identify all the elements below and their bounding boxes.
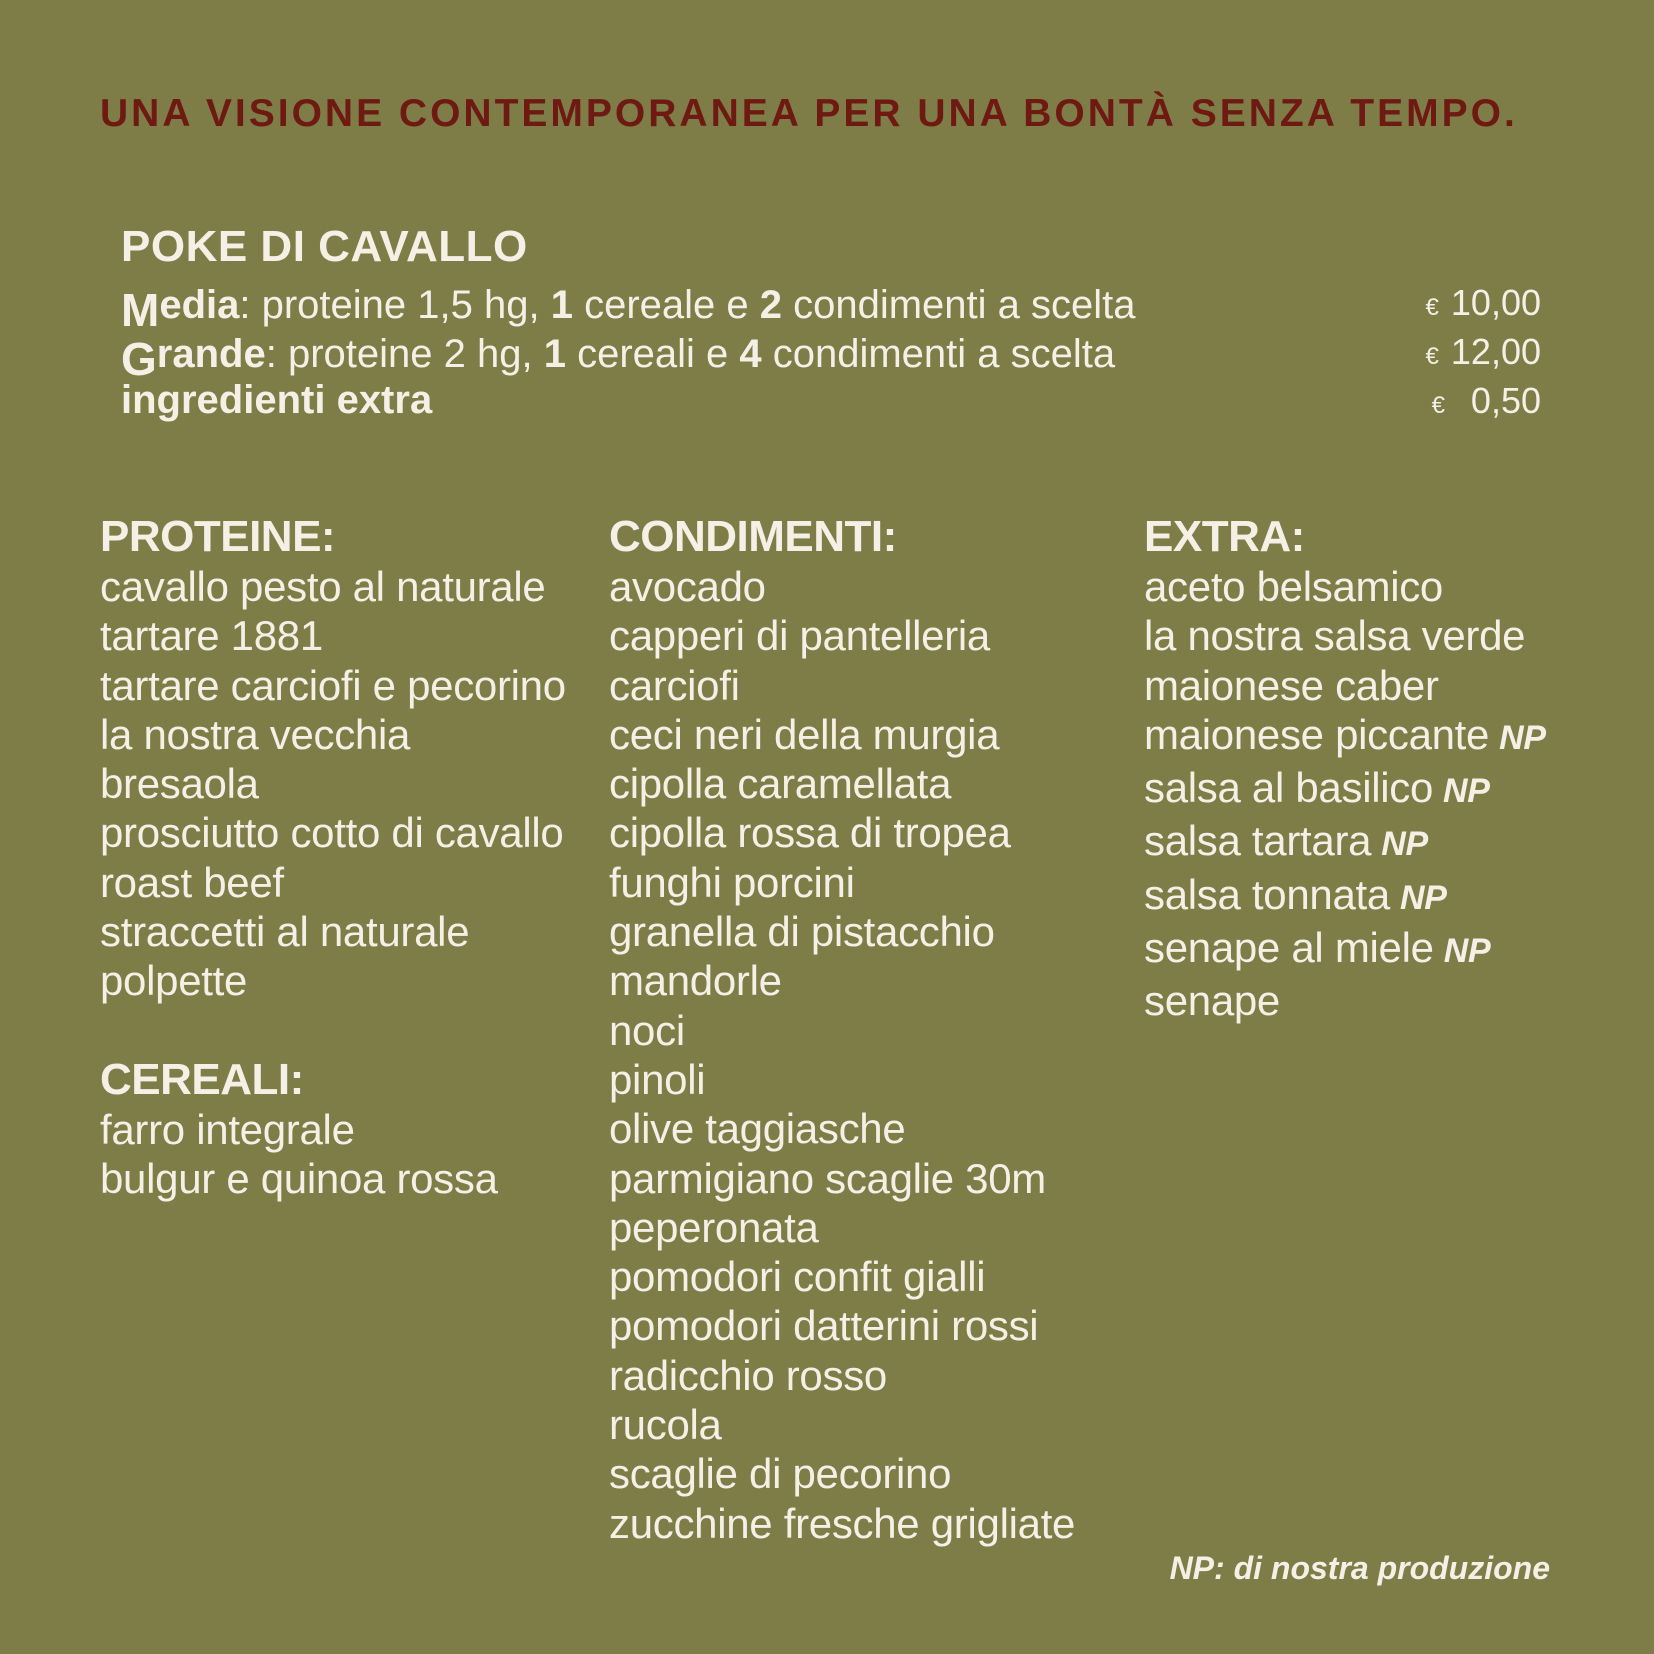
list-item: roast beef	[100, 858, 284, 906]
list-item	[1144, 661, 1564, 710]
list-item: cipolla caramellata	[609, 760, 952, 808]
list-item: granella di pistacchio	[609, 908, 995, 956]
size-grande-label: Grande	[121, 332, 266, 385]
list-item	[1144, 611, 1564, 660]
np-badge: NP	[1443, 772, 1490, 811]
list-item: carciofi	[609, 661, 740, 709]
list-item	[1144, 870, 1564, 923]
extra-item-name: salsa al basilico	[1144, 764, 1434, 812]
list-item: pomodori datterini rossi	[609, 1302, 1039, 1350]
list-item: farro integrale	[100, 1105, 355, 1153]
list-item: parmigiano scaglie 30m	[609, 1154, 1046, 1202]
list-item: capperi di pantelleria	[609, 612, 990, 660]
cereali-list	[100, 1105, 580, 1204]
extra-item-name: senape	[1144, 977, 1280, 1025]
list-item: cipolla rossa di tropea	[609, 809, 1011, 857]
list-item: zucchine fresche grigliate	[609, 1499, 1076, 1547]
size-media-row: Media: proteine 1,5 hg, 1 cereale e 2 condimenti a scelta € 10,00	[121, 278, 1541, 327]
list-item: straccetti al naturale	[100, 908, 470, 956]
footnote: NP: di nostra produzione	[1169, 1550, 1550, 1586]
size-media-label: Media	[121, 283, 240, 336]
list-item: radicchio rosso	[609, 1351, 887, 1399]
list-item: olive taggiasche	[609, 1105, 906, 1153]
poke-section	[121, 222, 1541, 425]
list-item	[1144, 816, 1564, 869]
list-item: bulgur e quinoa rossa	[100, 1154, 498, 1202]
extra-item-name: aceto belsamico	[1144, 563, 1443, 610]
extra-item-name: salsa tartara	[1144, 817, 1372, 865]
list-item: pinoli	[609, 1055, 706, 1103]
extra-list	[1144, 562, 1564, 1026]
list-item: tartare carciofi e pecorino	[100, 661, 566, 709]
condimenti-list	[609, 562, 1109, 1548]
list-item: rucola	[609, 1401, 722, 1449]
list-item: peperonata	[609, 1203, 819, 1251]
list-item: avocado	[609, 563, 766, 610]
list-item: tartare 1881	[100, 612, 323, 660]
proteine-list	[100, 562, 580, 1006]
extra-item-name: maionese caber	[1144, 661, 1439, 709]
extra-ingredients-label: ingredienti extra	[121, 378, 433, 422]
list-item: mandorle	[609, 957, 782, 1005]
list-item: prosciutto cotto di cavallo	[100, 809, 564, 857]
poke-title: POKE DI CAVALLO	[121, 222, 528, 271]
extra-ingredients-row	[121, 376, 1541, 425]
np-badge: NP	[1443, 932, 1491, 971]
list-item	[1144, 562, 1564, 611]
list-item: cavallo pesto al naturale	[100, 563, 546, 610]
column-proteine-cereali	[100, 512, 580, 1203]
list-item: noci	[609, 1006, 685, 1054]
list-item: scaglie di pecorino	[609, 1450, 952, 1498]
list-item: pomodori confit gialli	[609, 1253, 986, 1301]
np-badge: NP	[1381, 825, 1428, 864]
extra-item-name: senape al miele	[1144, 924, 1434, 972]
column-extra	[1144, 512, 1564, 1026]
list-item	[1144, 763, 1564, 816]
list-item: ceci neri della murgia	[609, 710, 1000, 758]
extra-item-name: la nostra salsa verde	[1144, 612, 1526, 660]
np-badge: NP	[1499, 718, 1546, 757]
extra-heading: EXTRA:	[1144, 512, 1305, 561]
list-item	[1144, 710, 1564, 763]
list-item: polpette	[100, 957, 248, 1005]
column-condimenti	[609, 512, 1109, 1548]
np-badge: NP	[1399, 878, 1447, 917]
list-item: funghi porcini	[609, 858, 855, 906]
extra-item-name: maionese piccante	[1144, 710, 1490, 758]
extra-item-name: salsa tonnata	[1144, 870, 1390, 918]
price-extra: € 0,50	[1431, 380, 1541, 421]
list-item: bresaola	[100, 760, 259, 808]
price-media: € 10,00	[1425, 282, 1541, 323]
proteine-heading: PROTEINE:	[100, 512, 336, 561]
cereali-heading: CEREALI:	[100, 1054, 304, 1104]
list-item	[1144, 976, 1564, 1025]
list-item	[1144, 923, 1564, 976]
tagline: UNA VISIONE CONTEMPORANEA PER UNA BONTÀ SENZA TEMPO.	[100, 92, 1518, 135]
list-item: la nostra vecchia	[100, 710, 411, 758]
price-grande: € 12,00	[1425, 331, 1541, 372]
condimenti-heading: CONDIMENTI:	[609, 512, 897, 561]
size-grande-row: Grande: proteine 2 hg, 1 cereali e 4 condimenti a scelta € 12,00	[121, 327, 1541, 376]
